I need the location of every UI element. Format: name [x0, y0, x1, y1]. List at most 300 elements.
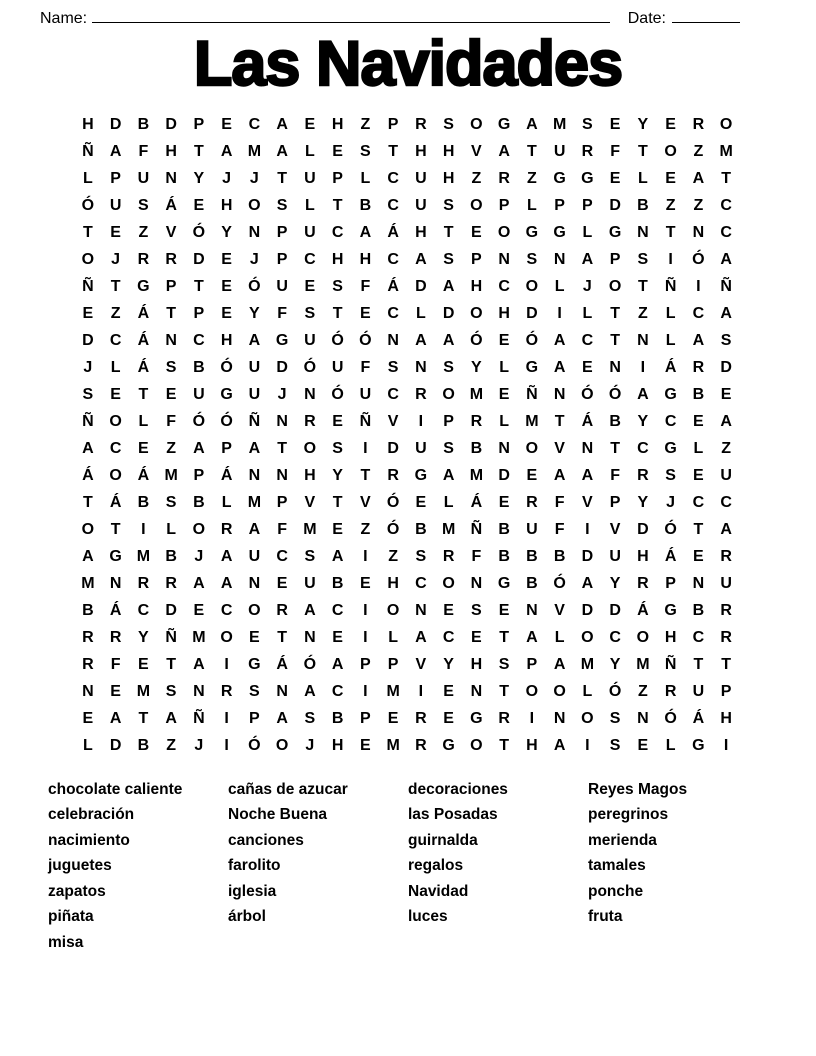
grid-letter: E [304, 277, 316, 295]
grid-letter: E [415, 493, 427, 511]
grid-letter: P [609, 493, 621, 511]
grid-letter: R [498, 169, 510, 187]
grid-letter: N [304, 385, 316, 403]
grid-letter: H [637, 547, 649, 565]
grid-letter: F [110, 655, 121, 673]
grid-letter: V [554, 601, 565, 619]
word-list-item: tamales [588, 857, 646, 875]
grid-letter: S [165, 493, 177, 511]
grid-letter: G [608, 223, 622, 241]
grid-letter: O [192, 520, 206, 538]
grid-letter: Á [165, 196, 177, 214]
grid-letter: T [499, 628, 510, 646]
grid-letter: I [363, 439, 368, 457]
grid-letter: C [137, 601, 150, 619]
grid-letter: T [277, 439, 288, 457]
grid-letter: L [304, 142, 315, 160]
grid-letter: U [304, 223, 316, 241]
grid-letter: O [497, 223, 511, 241]
grid-letter: I [640, 358, 646, 376]
grid-letter: C [387, 385, 399, 403]
grid-letter: P [193, 304, 205, 322]
grid-letter: U [720, 466, 732, 484]
grid-letter: V [304, 493, 316, 511]
grid-letter: D [109, 115, 122, 133]
grid-letter: L [82, 169, 93, 187]
grid-letter: O [470, 736, 483, 754]
grid-letter: U [359, 385, 372, 403]
grid-letter: S [304, 304, 316, 322]
grid-letter: E [582, 358, 593, 376]
grid-letter: T [332, 493, 343, 511]
word-list-item: peregrinos [588, 806, 669, 824]
grid-letter: Á [664, 358, 677, 376]
grid-letter: E [720, 385, 732, 403]
grid-letter: Y [443, 655, 454, 673]
grid-letter: G [581, 169, 594, 187]
grid-letter: R [637, 466, 649, 484]
word-list-item: guirnalda [408, 831, 478, 849]
grid-letter: G [664, 601, 677, 619]
grid-letter: D [276, 358, 288, 376]
grid-letter: E [110, 223, 121, 241]
grid-letter: M [469, 385, 484, 403]
grid-letter: S [304, 709, 316, 727]
grid-letter: O [470, 115, 483, 133]
grid-letter: E [498, 385, 510, 403]
grid-letter: O [386, 601, 400, 619]
grid-letter: G [497, 574, 511, 592]
grid-letter: B [137, 115, 150, 133]
grid-letter: N [553, 385, 566, 403]
grid-letter: C [387, 169, 399, 187]
word-list-item: luces [408, 908, 448, 926]
grid-letter: P [498, 196, 510, 214]
grid-letter: J [305, 736, 315, 754]
grid-letter: C [193, 331, 205, 349]
date-label: Date: [627, 10, 666, 27]
grid-letter: U [248, 385, 261, 403]
grid-letter: H [304, 466, 316, 484]
grid-letter: G [553, 169, 566, 187]
grid-letter: Ó [525, 331, 539, 349]
grid-letter: P [193, 115, 205, 133]
grid-letter: L [110, 358, 121, 376]
grid-letter: N [276, 412, 288, 430]
grid-letter: I [585, 520, 590, 538]
grid-letter: T [277, 628, 288, 646]
grid-letter: E [693, 412, 704, 430]
grid-letter: E [609, 115, 621, 133]
grid-letter: N [470, 682, 483, 700]
grid-letter: B [331, 709, 344, 727]
grid-letter: A [165, 709, 177, 727]
grid-letter: M [192, 628, 206, 646]
grid-letter: E [360, 736, 371, 754]
word-list-item: zapatos [48, 882, 106, 900]
grid-letter: N [692, 574, 705, 592]
grid-letter: V [554, 439, 565, 457]
grid-letter: T [82, 223, 93, 241]
grid-letter: P [609, 250, 621, 268]
grid-letter: A [359, 223, 372, 241]
grid-letter: A [581, 574, 594, 592]
grid-letter: A [553, 331, 566, 349]
grid-letter: A [193, 574, 205, 592]
grid-letter: Z [166, 736, 177, 754]
grid-letter: U [304, 331, 316, 349]
grid-letter: Á [664, 547, 677, 565]
grid-letter: H [526, 736, 538, 754]
grid-letter: B [553, 547, 566, 565]
grid-letter: Ñ [664, 655, 677, 673]
grid-letter: B [137, 493, 150, 511]
grid-letter: L [415, 304, 426, 322]
grid-letter: Á [137, 466, 150, 484]
grid-letter: J [666, 493, 676, 511]
grid-letter: R [137, 250, 150, 268]
grid-letter: Z [693, 196, 704, 214]
grid-letter: T [360, 466, 371, 484]
grid-letter: Z [637, 682, 648, 700]
grid-letter: P [665, 574, 676, 592]
grid-letter: N [637, 223, 649, 241]
grid-letter: Á [137, 331, 150, 349]
grid-letter: H [165, 142, 177, 160]
grid-letter: M [580, 655, 595, 673]
grid-letter: D [581, 601, 594, 619]
grid-letter: U [304, 574, 316, 592]
grid-letter: C [415, 574, 427, 592]
grid-letter: H [331, 736, 344, 754]
grid-letter: N [165, 169, 177, 187]
grid-letter: G [275, 331, 289, 349]
grid-letter: O [470, 196, 483, 214]
name-label: Name: [40, 10, 88, 27]
grid-letter: E [332, 520, 343, 538]
grid-letter: R [387, 466, 399, 484]
grid-letter: R [220, 682, 233, 700]
grid-letter: Á [692, 709, 705, 727]
grid-letter: Ó [664, 709, 677, 727]
grid-letter: R [637, 574, 649, 592]
grid-letter: E [221, 115, 232, 133]
grid-letter: N [415, 601, 427, 619]
grid-letter: V [471, 142, 482, 160]
grid-letter: E [332, 628, 343, 646]
grid-letter: P [249, 709, 260, 727]
grid-letter: F [277, 520, 288, 538]
grid-letter: O [581, 628, 594, 646]
word-list-item: Navidad [408, 882, 469, 900]
grid-letter: M [386, 682, 400, 700]
grid-letter: Y [471, 358, 482, 376]
grid-letter: D [526, 304, 538, 322]
grid-letter: F [610, 466, 621, 484]
grid-letter: S [637, 250, 649, 268]
word-list-item: Reyes Magos [588, 781, 688, 798]
grid-letter: S [276, 196, 288, 214]
grid-letter: B [470, 439, 483, 457]
grid-letter: S [471, 601, 482, 619]
grid-letter: Ó [386, 520, 400, 538]
grid-letter: A [331, 655, 344, 673]
grid-letter: F [166, 412, 177, 430]
grid-letter: G [525, 223, 539, 241]
grid-letter: A [109, 142, 122, 160]
grid-letter: H [220, 331, 233, 349]
word-list-item: decoraciones [408, 781, 508, 798]
grid-letter: O [109, 412, 122, 430]
page-title: Las Navidades [193, 29, 623, 99]
grid-letter: H [387, 574, 399, 592]
grid-letter: D [637, 520, 649, 538]
grid-letter: L [82, 736, 93, 754]
grid-letter: A [415, 628, 427, 646]
grid-letter: C [331, 223, 344, 241]
grid-letter: C [331, 682, 344, 700]
grid-letter: S [332, 439, 343, 457]
grid-letter: B [526, 574, 538, 592]
grid-letter: B [498, 520, 510, 538]
grid-letter: Á [137, 304, 150, 322]
grid-letter: T [637, 277, 648, 295]
grid-letter: E [526, 466, 538, 484]
grid-letter: V [360, 493, 371, 511]
grid-letter: U [553, 142, 566, 160]
grid-letter: T [388, 142, 399, 160]
grid-letter: R [692, 115, 705, 133]
grid-letter: I [557, 304, 562, 322]
grid-letter: P [387, 115, 399, 133]
grid-letter: M [164, 466, 178, 484]
grid-letter: T [138, 385, 149, 403]
grid-letter: F [471, 547, 482, 565]
grid-letter: S [720, 331, 732, 349]
grid-letter: N [415, 358, 427, 376]
grid-letter: N [304, 628, 316, 646]
grid-letter: P [554, 196, 565, 214]
grid-letter: T [443, 223, 454, 241]
grid-letter: S [609, 736, 621, 754]
grid-letter: Z [110, 304, 121, 322]
grid-letter: T [693, 655, 704, 673]
grid-letter: F [360, 358, 371, 376]
grid-letter: S [443, 439, 454, 457]
grid-letter: D [165, 601, 177, 619]
grid-letter: Y [249, 304, 260, 322]
grid-letter: A [220, 547, 233, 565]
grid-letter: Ñ [193, 709, 205, 727]
grid-letter: A [193, 655, 205, 673]
grid-letter: Ó [303, 655, 317, 673]
grid-letter: Á [137, 358, 150, 376]
grid-letter: A [553, 466, 566, 484]
grid-letter: Ó [386, 493, 400, 511]
grid-letter: T [610, 304, 621, 322]
grid-letter: T [554, 412, 565, 430]
grid-letter: Ó [359, 331, 372, 349]
grid-letter: P [360, 709, 371, 727]
word-list-item: cañas de azucar [228, 781, 348, 798]
grid-letter: R [720, 547, 732, 565]
grid-letter: E [665, 169, 676, 187]
grid-letter: G [248, 655, 261, 673]
grid-letter: U [526, 520, 538, 538]
grid-letter: N [637, 331, 649, 349]
grid-letter: G [137, 277, 150, 295]
grid-letter: N [276, 466, 288, 484]
grid-letter: E [609, 169, 621, 187]
grid-letter: T [332, 196, 343, 214]
grid-letter: N [526, 601, 538, 619]
grid-letter: L [304, 196, 315, 214]
grid-letter: A [498, 142, 510, 160]
grid-letter: U [137, 169, 150, 187]
word-list-item: nacimiento [48, 831, 130, 849]
grid-letter: S [498, 655, 510, 673]
grid-letter: I [418, 412, 424, 430]
grid-letter: E [498, 331, 510, 349]
grid-letter: P [276, 223, 288, 241]
grid-letter: Á [276, 655, 288, 673]
grid-letter: D [193, 250, 205, 268]
grid-letter: T [110, 277, 121, 295]
grid-letter: Ó [664, 520, 677, 538]
grid-letter: P [276, 493, 288, 511]
grid-letter: Ñ [359, 412, 372, 430]
grid-letter: O [81, 250, 95, 268]
grid-letter: P [471, 250, 482, 268]
grid-letter: A [220, 142, 233, 160]
grid-letter: H [331, 115, 344, 133]
grid-letter: R [304, 412, 316, 430]
grid-letter: S [443, 196, 454, 214]
grid-letter: T [665, 223, 676, 241]
grid-letter: U [331, 358, 344, 376]
grid-letter: M [247, 142, 262, 160]
grid-letter: H [82, 115, 94, 133]
grid-letter: A [526, 115, 538, 133]
grid-letter: A [553, 358, 566, 376]
grid-letter: G [220, 385, 233, 403]
grid-letter: Á [470, 493, 483, 511]
grid-letter: Ñ [526, 385, 538, 403]
grid-letter: M [525, 412, 539, 430]
grid-letter: B [137, 736, 150, 754]
grid-letter: T [332, 304, 343, 322]
grid-letter: D [415, 277, 427, 295]
grid-letter: Y [609, 655, 621, 673]
grid-letter: Ñ [470, 520, 483, 538]
grid-letter: B [193, 493, 205, 511]
grid-letter: O [442, 385, 455, 403]
grid-letter: D [165, 115, 177, 133]
grid-letter: E [693, 547, 704, 565]
grid-letter: R [581, 142, 594, 160]
grid-letter: I [363, 601, 368, 619]
grid-letter: G [664, 439, 677, 457]
grid-letter: A [581, 250, 594, 268]
word-list-item: las Posadas [408, 806, 498, 824]
grid-letter: A [220, 574, 233, 592]
word-list-item: Noche Buena [228, 806, 328, 824]
grid-letter: A [526, 628, 538, 646]
grid-letter: T [610, 331, 621, 349]
grid-letter: Ñ [165, 628, 177, 646]
grid-letter: D [609, 196, 621, 214]
grid-letter: E [221, 250, 232, 268]
grid-letter: E [332, 412, 343, 430]
grid-letter: T [526, 142, 537, 160]
grid-letter: R [276, 601, 288, 619]
grid-letter: G [497, 115, 511, 133]
grid-letter: O [719, 115, 733, 133]
word-list-item: celebración [48, 806, 135, 824]
grid-letter: P [526, 655, 538, 673]
grid-letter: A [415, 331, 427, 349]
grid-letter: L [138, 412, 149, 430]
grid-letter: A [442, 277, 455, 295]
grid-letter: D [720, 358, 732, 376]
grid-letter: I [224, 736, 229, 754]
grid-letter: B [692, 385, 705, 403]
grid-letter: R [720, 628, 732, 646]
grid-letter: C [720, 493, 732, 511]
grid-letter: L [693, 439, 704, 457]
grid-letter: R [692, 358, 705, 376]
grid-letter: I [696, 277, 701, 295]
grid-letter: F [610, 142, 621, 160]
grid-letter: Z [360, 115, 371, 133]
grid-letter: Ó [331, 385, 344, 403]
header [40, 6, 740, 28]
grid-letter: Z [138, 223, 149, 241]
grid-letter: S [249, 682, 260, 700]
grid-letter: G [414, 466, 428, 484]
grid-letter: Z [693, 142, 704, 160]
grid-letter: Ó [608, 385, 622, 403]
grid-letter: B [359, 196, 372, 214]
grid-letter: Ó [303, 358, 317, 376]
grid-letter: S [165, 358, 177, 376]
grid-letter: N [553, 709, 566, 727]
grid-letter: R [82, 655, 94, 673]
grid-letter: O [470, 304, 483, 322]
grid-letter: O [109, 466, 122, 484]
grid-letter: G [664, 385, 677, 403]
grid-letter: Ó [192, 223, 206, 241]
grid-letter: I [529, 709, 535, 727]
grid-letter: B [692, 601, 705, 619]
grid-letter: Ñ [248, 412, 261, 430]
grid-letter: A [304, 601, 316, 619]
grid-letter: O [248, 196, 261, 214]
grid-letter: E [110, 682, 121, 700]
grid-letter: T [637, 142, 648, 160]
grid-letter: N [637, 709, 649, 727]
grid-letter: C [692, 628, 705, 646]
grid-letter: U [692, 682, 705, 700]
grid-letter: I [363, 547, 368, 565]
grid-letter: G [692, 736, 705, 754]
grid-letter: C [720, 196, 732, 214]
word-list-column [48, 777, 228, 955]
grid-letter: F [360, 277, 371, 295]
grid-letter: B [331, 574, 344, 592]
grid-letter: D [498, 466, 510, 484]
grid-letter: H [442, 169, 455, 187]
